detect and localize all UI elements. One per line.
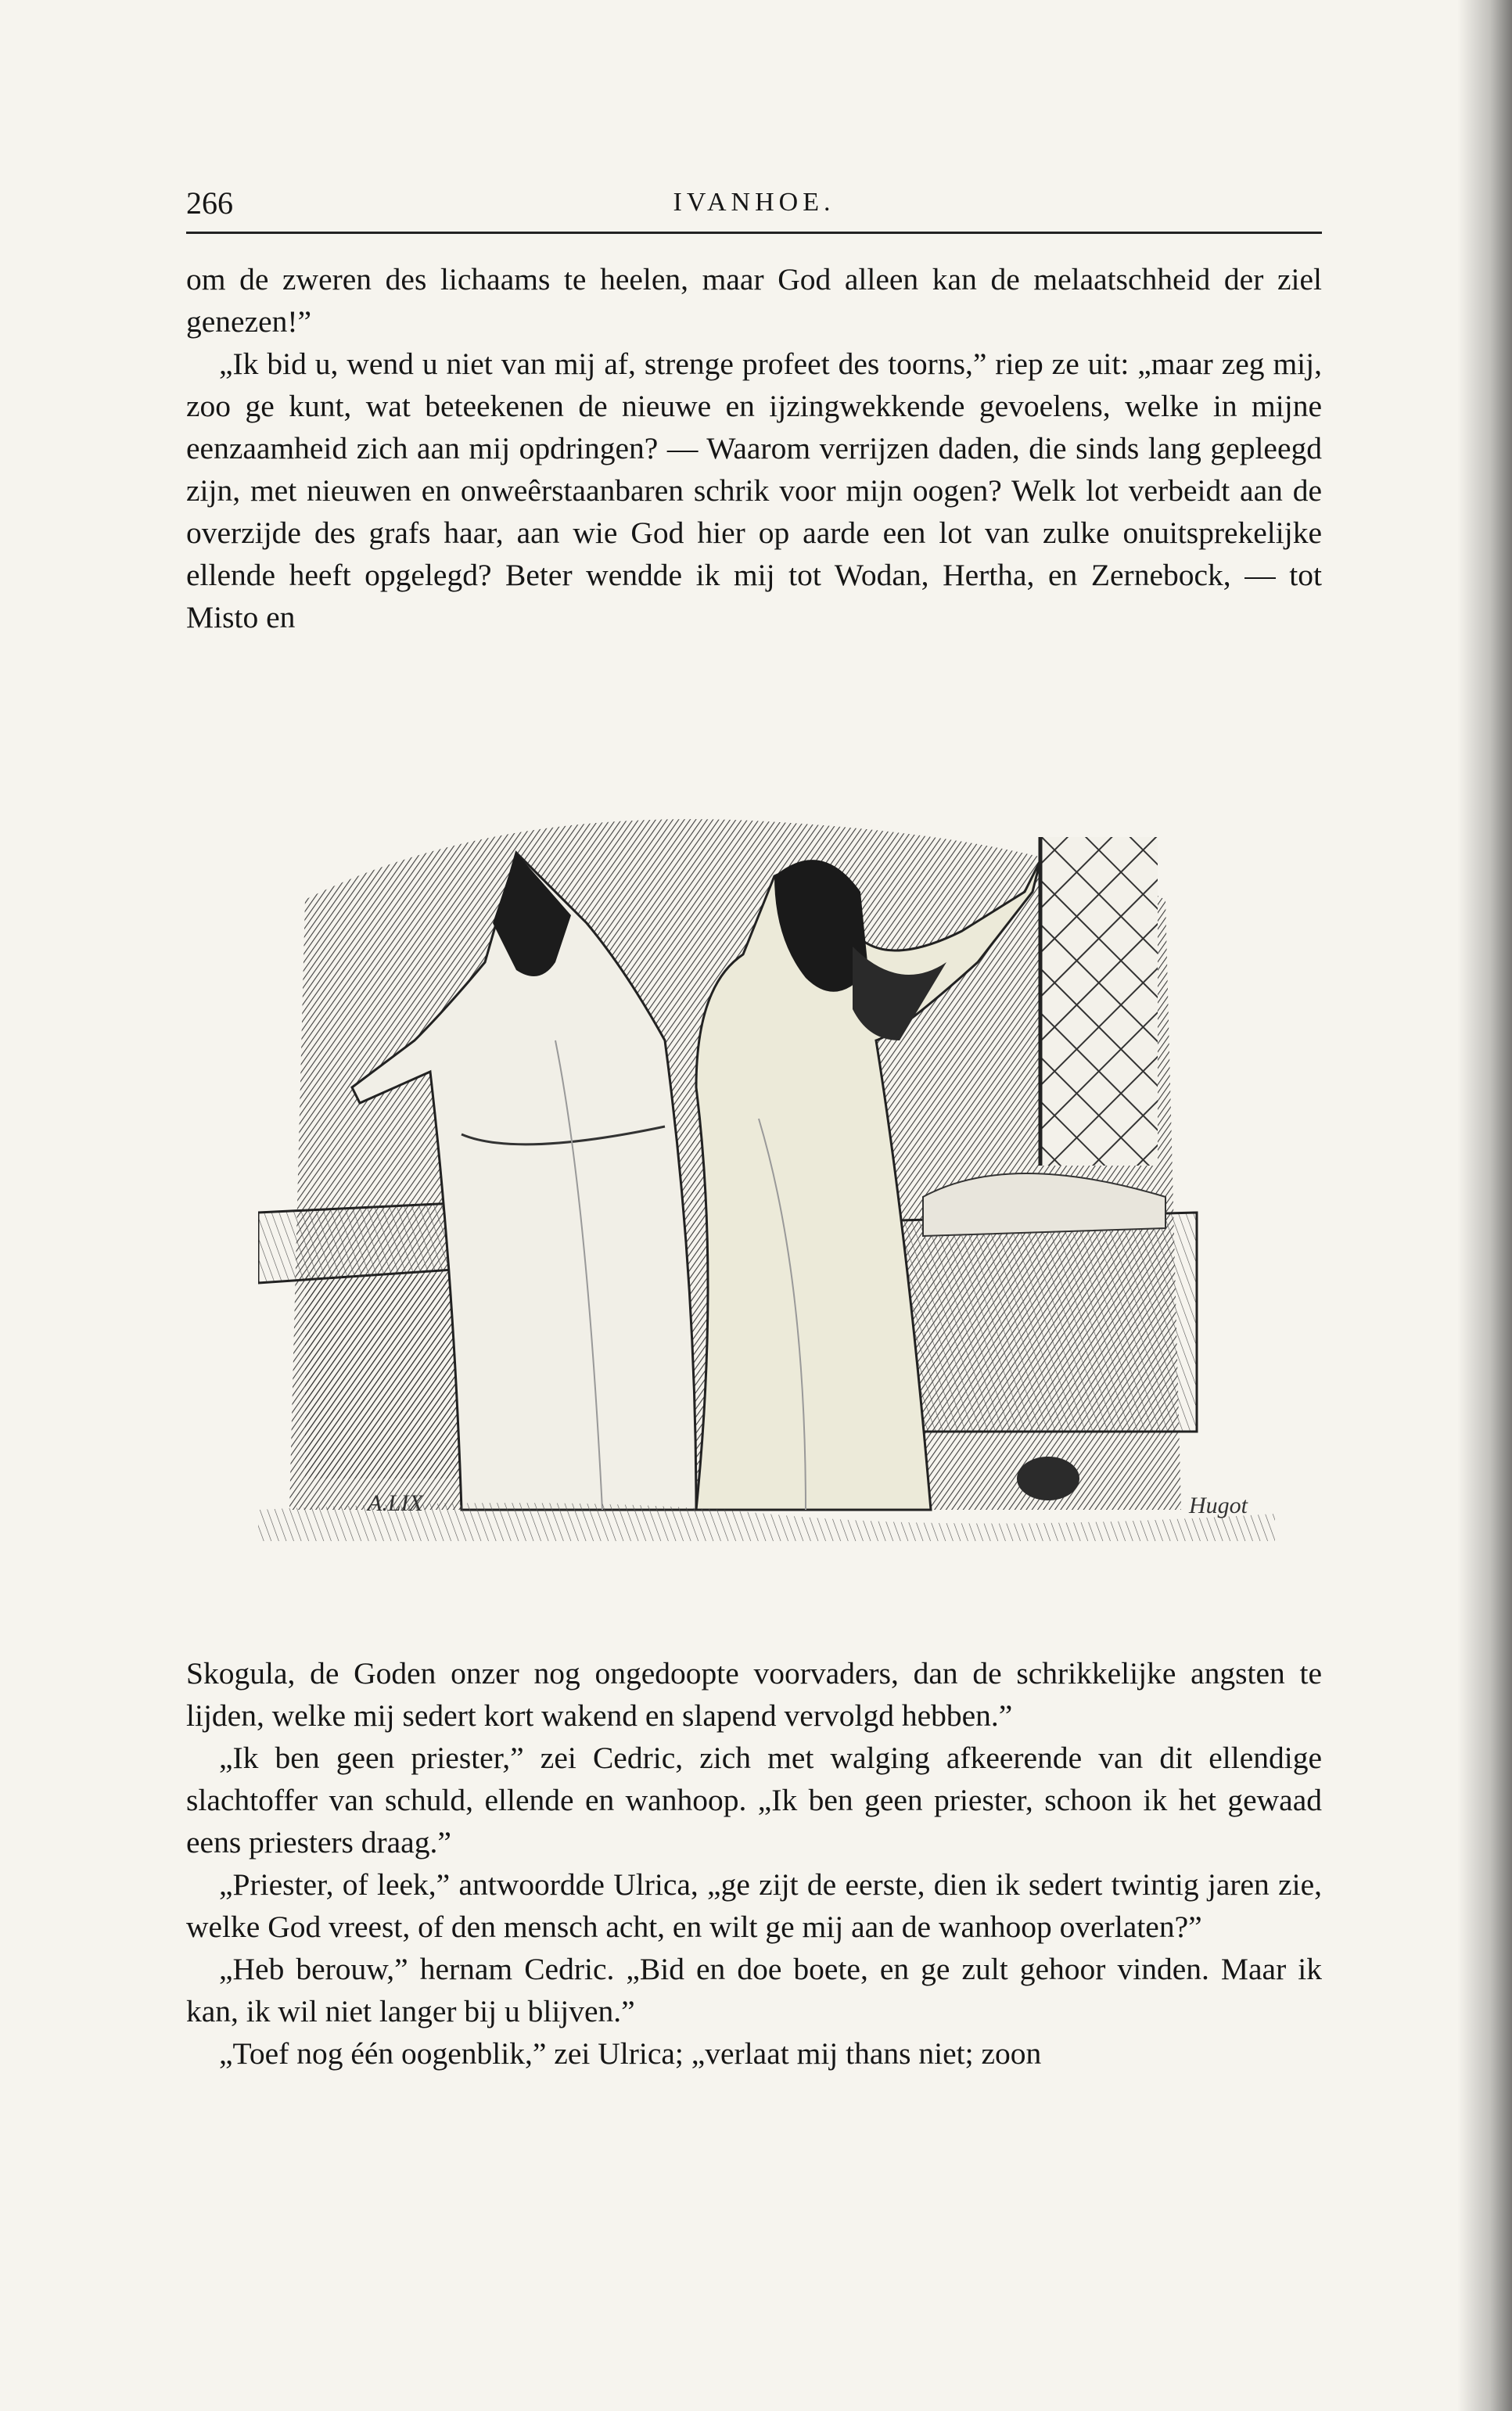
paragraph: „Toef nog één oogenblik,” zei Ulrica; „verlaat mij thans niet; zoon <box>219 2036 1042 2071</box>
paragraph: „Ik bid u, wend u niet van mij af, strenge profeet des toorns,” riep ze uit: „maar zeg mij, zoo ge kunt, wat beteekenen de nieuwe en ijzingwekkende gevoelens, welke in mijne eenzaamheid zich aan mij opdringen? — Waarom verrijzen daden, die sinds lang gepleegd zijn, met nieuwen en onweêrstaanbaren schrik voor mijn oogen? Welk lot verbeidt aan de overzijde des grafs haar, aan wie God hier op aarde een lot van zulke onuitsprekelijke ellende heeft opgelegd? Beter wendde ik mij tot Wodan, Hertha, en Zernebock, — tot Misto en <box>186 347 1322 634</box>
running-title: IVANHOE. <box>673 188 835 217</box>
body-text-top <box>186 258 1322 638</box>
engraving-figures <box>258 806 1275 1541</box>
page-number: 266 <box>186 185 233 221</box>
paragraph: „Priester, of leek,” antwoordde Ulrica, „ge zijt de eerste, dien ik sedert twintig jaren zie, welke God vreest, of den mensch acht, en wilt ge mij aan de wanhoop overlaten?” <box>186 1867 1322 1944</box>
paragraph: „Heb berouw,” hernam Cedric. „Bid en doe boete, en ge zult gehoor vinden. Maar ik kan, ik wil niet langer bij u blijven.” <box>186 1952 1322 2028</box>
body-text-bottom <box>186 1652 1322 2075</box>
page-header <box>186 185 1322 234</box>
page-edge-shadow <box>1457 0 1512 2411</box>
paragraph: om de zweren des lichaams te heelen, maar God alleen kan de melaatschheid der ziel genezen!” <box>186 262 1322 339</box>
artist-signature: A.LIX <box>368 1490 423 1516</box>
paragraph: Skogula, de Goden onzer nog ongedoopte voorvaders, dan de schrikkelijke angsten te lijden, welke mij sedert kort wakend en slapend vervolgd hebben.” <box>186 1656 1322 1733</box>
engraving-illustration <box>258 806 1275 1541</box>
paragraph: „Ik ben geen priester,” zei Cedric, zich met walging afkeerende van dit ellendige slachtoffer van schuld, ellende en wanhoop. „Ik ben geen priester, schoon ik het gewaad eens priesters draag.” <box>186 1741 1322 1859</box>
engraver-signature: Hugot <box>1189 1493 1248 1518</box>
